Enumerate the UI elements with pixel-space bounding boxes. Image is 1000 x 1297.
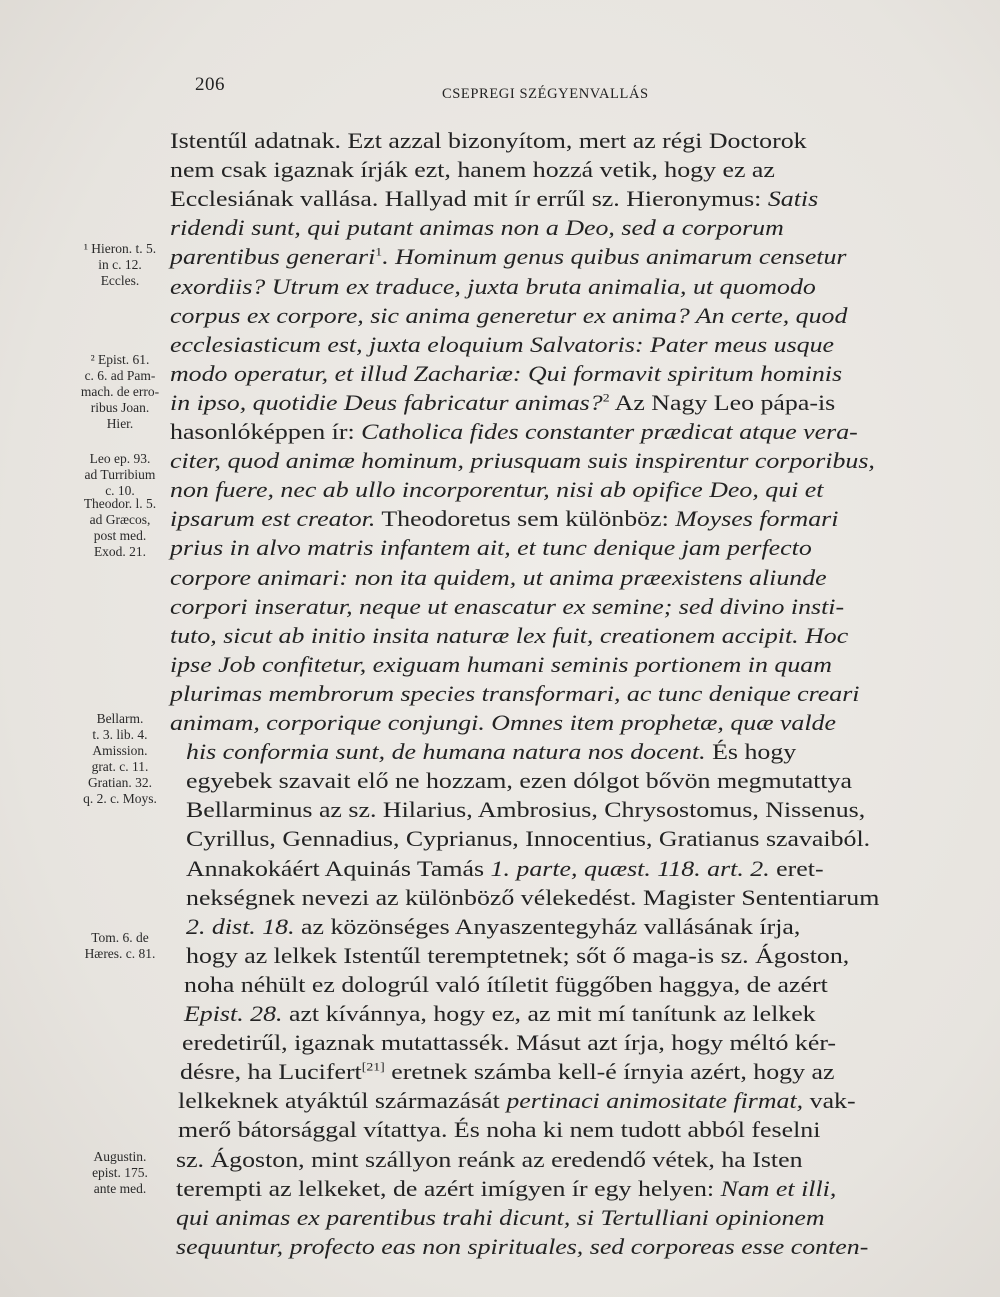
roman-text: Ecclesiának vallása. Hallyad mit ír errűl sz. Hieronymus: [170, 186, 768, 212]
line-text [170, 155, 775, 184]
line-text [186, 795, 865, 824]
margin-note-row: in c. 12. [98, 257, 142, 272]
text-line [170, 533, 812, 562]
italic-text: ipse Job confitetur, exiguam humani seminis portionem in quam [170, 651, 832, 677]
line-text [170, 504, 838, 533]
line-text [170, 592, 844, 621]
line-text [170, 475, 823, 504]
roman-text: nekségnek nevezi az különböző vélekedést. Magister Sententiarum [186, 884, 880, 910]
italic-text: Satis [767, 186, 819, 212]
text-line [186, 854, 824, 883]
line-text [170, 213, 784, 242]
roman-text: vak- [803, 1088, 856, 1114]
line-text [180, 1057, 834, 1086]
italic-text: citer, quod animæ hominum, priusquam suis inspirentur corporibus, [170, 448, 875, 474]
roman-text: désre, ha Lucifert [180, 1059, 362, 1085]
text-line [176, 1145, 803, 1174]
italic-text: Nam et illi, [720, 1175, 837, 1201]
text-line [186, 795, 866, 824]
margin-note-row: ribus Joan. [90, 400, 150, 415]
line-text [170, 533, 812, 562]
margin-note-row: epist. 175. [92, 1165, 148, 1180]
margin-note-hieron [55, 241, 185, 289]
line-text [170, 388, 835, 417]
roman-text: Istentűl adatnak. Ezt azzal bizonyítom, mert az régi Doctorok [170, 128, 807, 153]
page-number: 206 [195, 74, 225, 95]
text-line [170, 359, 843, 388]
line-text [170, 650, 832, 679]
roman-text: hogy az lelkek Istentűl teremptetnek; sőt ő maga-is sz. Ágoston, [186, 942, 850, 968]
roman-text: eredetirűl, igaznak mutattassék. Másut azt írja, hogy méltó kér- [182, 1030, 837, 1056]
text-line [170, 708, 836, 737]
line-text [186, 737, 796, 766]
line-text [184, 970, 828, 999]
margin-note-row: c. 6. ad Pam- [84, 368, 156, 383]
text-line [184, 970, 828, 999]
margin-note-row: Exod. 21. [93, 544, 147, 559]
margin-note-row: Amission. [92, 743, 148, 758]
italic-text: Catholica fides constanter prædicat atque vera- [361, 419, 858, 444]
roman-text: Theodoretus sem különböz: [375, 506, 676, 532]
text-line [170, 679, 860, 708]
italic-text: corpori inseratur, neque ut enascatur ex semine; sed divino insti- [170, 593, 845, 619]
italic-text: corpus ex corpore, sic anima generetur ex anima? An certe, quod [170, 302, 848, 328]
italic-text: Epist. 28. [184, 1001, 283, 1026]
text-line [170, 242, 847, 271]
text-line [170, 621, 849, 650]
footnote-marker: 2 [602, 390, 610, 405]
italic-text: ridendi sunt, qui putant animas non a Deo, sed a corporum [170, 215, 784, 241]
margin-note-row: grat. c. 11. [91, 759, 149, 774]
line-text [186, 766, 852, 795]
margin-note-row: ² Epist. 61. [90, 352, 150, 367]
text-line [186, 766, 853, 795]
text-line [186, 912, 801, 941]
text-line [180, 1057, 835, 1086]
margin-note-row: post med. [93, 528, 147, 543]
roman-text: Annakokáért Aquinás Tamás [186, 855, 491, 881]
text-line [170, 213, 784, 242]
line-text [184, 999, 816, 1028]
line-text [170, 563, 827, 592]
margin-note-row: c. 10. [105, 483, 135, 498]
text-line [186, 824, 871, 853]
margin-note-row: Hier. [106, 416, 134, 431]
text-line [170, 504, 839, 533]
margin-note-row: Augustin. [93, 1149, 147, 1164]
roman-text: hasonlóképpen ír: [170, 419, 362, 444]
line-text [178, 1115, 820, 1144]
text-line [170, 330, 834, 359]
italic-text: 1. parte, quæst. 118. art. 2. [490, 855, 770, 881]
text-line [170, 446, 875, 475]
text-line [176, 1232, 869, 1261]
italic-text: sequuntur, profecto eas non spirituales, sed corporeas esse conten- [176, 1233, 869, 1259]
italic-text: in ipso, quotidie Deus fabricatur animas? [170, 389, 603, 415]
line-text [186, 912, 800, 941]
text-line [170, 592, 845, 621]
line-text [170, 446, 875, 475]
line-text [176, 1232, 868, 1261]
roman-text: eret- [769, 855, 824, 881]
roman-text: Bellarminus az sz. Hilarius, Ambrosius, Chrysostomus, Nissenus, [186, 797, 866, 823]
line-text [170, 184, 818, 213]
margin-note-leo [55, 451, 185, 499]
italic-text: modo operatur, et illud Zachariæ: Qui formavit spiritum hominis [170, 360, 843, 386]
line-text [170, 330, 834, 359]
text-line [186, 941, 850, 970]
running-head: CSEPREGI SZÉGYENVALLÁS [442, 86, 649, 102]
line-text [170, 126, 807, 155]
italic-text: corpore animari: non ita quidem, ut anima præexistens aliunde [170, 564, 827, 590]
line-text [186, 941, 849, 970]
margin-note-row: Tom. 6. de [91, 930, 149, 945]
line-text [170, 708, 836, 737]
roman-text: nem csak igaznak írják ezt, hanem hozzá vetik, hogy ez az [170, 157, 775, 183]
text-line [178, 1086, 856, 1115]
italic-text: exordiis? Utrum ex traduce, juxta bruta animalia, ut quomodo [170, 273, 816, 299]
margin-note-row: q. 2. c. Moys. [83, 791, 157, 806]
margin-note-row: ¹ Hieron. t. 5. [83, 241, 157, 256]
roman-text: lelkeknek atyáktúl származását [178, 1088, 507, 1114]
line-text [176, 1203, 825, 1232]
roman-text: egyebek szavait elő ne hozzam, ezen dólgot bővön megmutattya [186, 768, 853, 794]
text-line [184, 999, 816, 1028]
margin-note-row: Eccles. [100, 273, 140, 288]
line-text [186, 824, 870, 853]
margin-note-epist [55, 352, 185, 432]
italic-text: parentibus generari [170, 244, 376, 270]
italic-text: ipsarum est creator. [170, 506, 376, 532]
roman-text: sz. Ágoston, mint szállyon reánk az eredendő vétek, ha Isten [176, 1146, 803, 1172]
margin-note-row: ante med. [93, 1181, 147, 1196]
line-text [170, 359, 842, 388]
margin-note-tom [55, 930, 185, 962]
margin-note-row: Bellarm. [96, 711, 144, 726]
margin-note-theodor [55, 496, 185, 560]
roman-text: az közönséges Anyaszentegyház vallásának írja, [294, 913, 801, 939]
margin-note-row: t. 3. lib. 4. [92, 727, 148, 742]
line-text [178, 1086, 856, 1115]
roman-text: merő bátorsággal vítattya. És noha ki nem tudott abból feselni [178, 1117, 821, 1143]
italic-text: 2. dist. 18. [186, 913, 295, 939]
footnote-marker: [21] [361, 1059, 385, 1074]
line-text [186, 883, 879, 912]
text-line [170, 155, 775, 184]
roman-text: Cyrillus, Gennadius, Cyprianus, Innocentius, Gratianus szavaiból. [186, 826, 871, 852]
text-line [170, 272, 816, 301]
line-text [170, 272, 816, 301]
line-text [170, 242, 847, 271]
margin-note-row: mach. de erro- [80, 384, 160, 399]
text-line [170, 301, 848, 330]
italic-text: ecclesiasticum est, juxta eloquium Salvatoris: Pater meus usque [170, 331, 834, 357]
roman-text: azt kívánnya, hogy ez, az mit mí tanítunk az lelkek [282, 1001, 816, 1026]
text-line [182, 1028, 837, 1057]
margin-note-row: ad Turribium [84, 467, 156, 482]
italic-text: animam, corporique conjungi. Omnes item prophetæ, quæ valde [170, 710, 836, 735]
line-text [170, 679, 859, 708]
italic-text: . Hominum genus quibus animarum censetur [382, 244, 847, 270]
margin-note-bellarm [55, 711, 185, 807]
text-line [178, 1115, 821, 1144]
roman-text: terempti az lelkeket, de azért imígyen ír egy helyen: [176, 1175, 721, 1201]
margin-note-row: ad Græcos, [89, 512, 151, 527]
italic-text: non fuere, nec ab ullo incorporentur, nisi ab opifice Deo, qui et [170, 477, 824, 503]
text-line [170, 417, 858, 446]
line-text [176, 1174, 836, 1203]
text-line [186, 737, 797, 766]
roman-text: eretnek számba kell-é írnyia azért, hogy az [384, 1059, 835, 1085]
margin-note-row: Hæres. c. 81. [84, 946, 156, 961]
italic-text: qui animas ex parentibus trahi dicunt, si Tertulliani opinionem [176, 1204, 825, 1230]
text-line [170, 184, 819, 213]
margin-note-augustin [55, 1149, 185, 1197]
roman-text: noha néhült ez dologrúl való ítíletit függőben haggya, de azért [184, 971, 828, 997]
italic-text: tuto, sicut ab initio insita naturæ lex fuit, creationem accipit. Hoc [170, 622, 849, 648]
text-line [170, 475, 824, 504]
line-text [182, 1028, 836, 1057]
text-line [170, 650, 832, 679]
roman-text: És hogy [705, 739, 797, 765]
margin-note-row: Leo ep. 93. [89, 451, 151, 466]
italic-text: his conformia sunt, de humana natura nos docent. [186, 739, 706, 765]
line-text [176, 1145, 803, 1174]
margin-note-row: Gratian. 32. [87, 775, 153, 790]
line-text [170, 621, 848, 650]
line-text [170, 417, 858, 446]
italic-text: pertinaci animositate firmat, [506, 1088, 804, 1114]
footnote-marker: 1 [375, 244, 383, 259]
italic-text: Moyses formari [675, 506, 839, 532]
italic-text: plurimas membrorum species transformari, ac tunc denique creari [170, 680, 860, 706]
text-line [176, 1174, 837, 1203]
text-line [170, 126, 807, 155]
text-line [170, 563, 827, 592]
line-text [186, 854, 824, 883]
margin-note-row: Theodor. l. 5. [83, 496, 157, 511]
line-text [170, 301, 847, 330]
text-line [176, 1203, 825, 1232]
text-line [186, 883, 880, 912]
text-line [170, 388, 836, 417]
italic-text: prius in alvo matris infantem ait, et tunc denique jam perfecto [170, 535, 812, 561]
roman-text: Az Nagy Leo pápa-is [609, 389, 836, 415]
